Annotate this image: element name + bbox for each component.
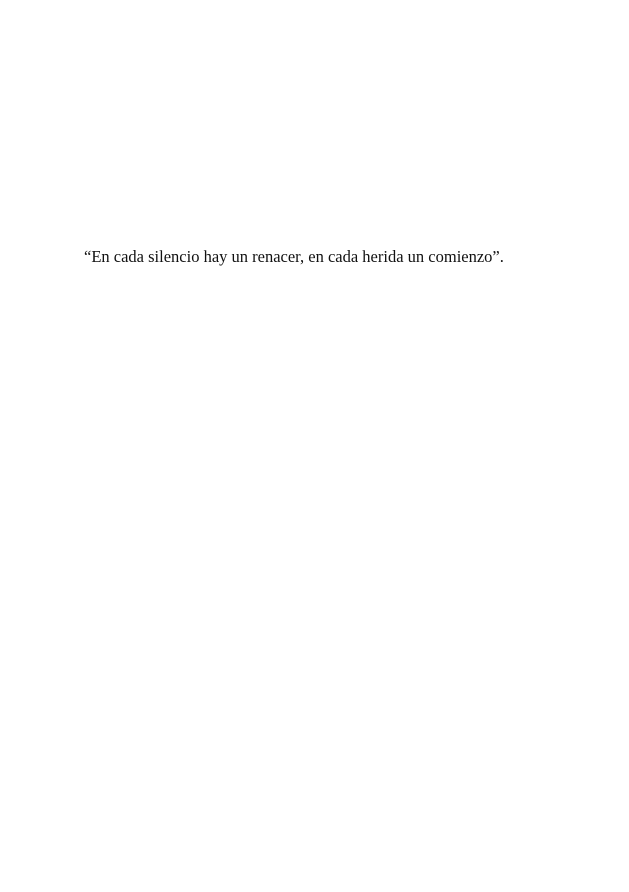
quote-block xyxy=(84,228,549,285)
quote-paragraph: “En cada silencio hay un renacer, en cada herida un comienzo”. xyxy=(84,246,504,266)
